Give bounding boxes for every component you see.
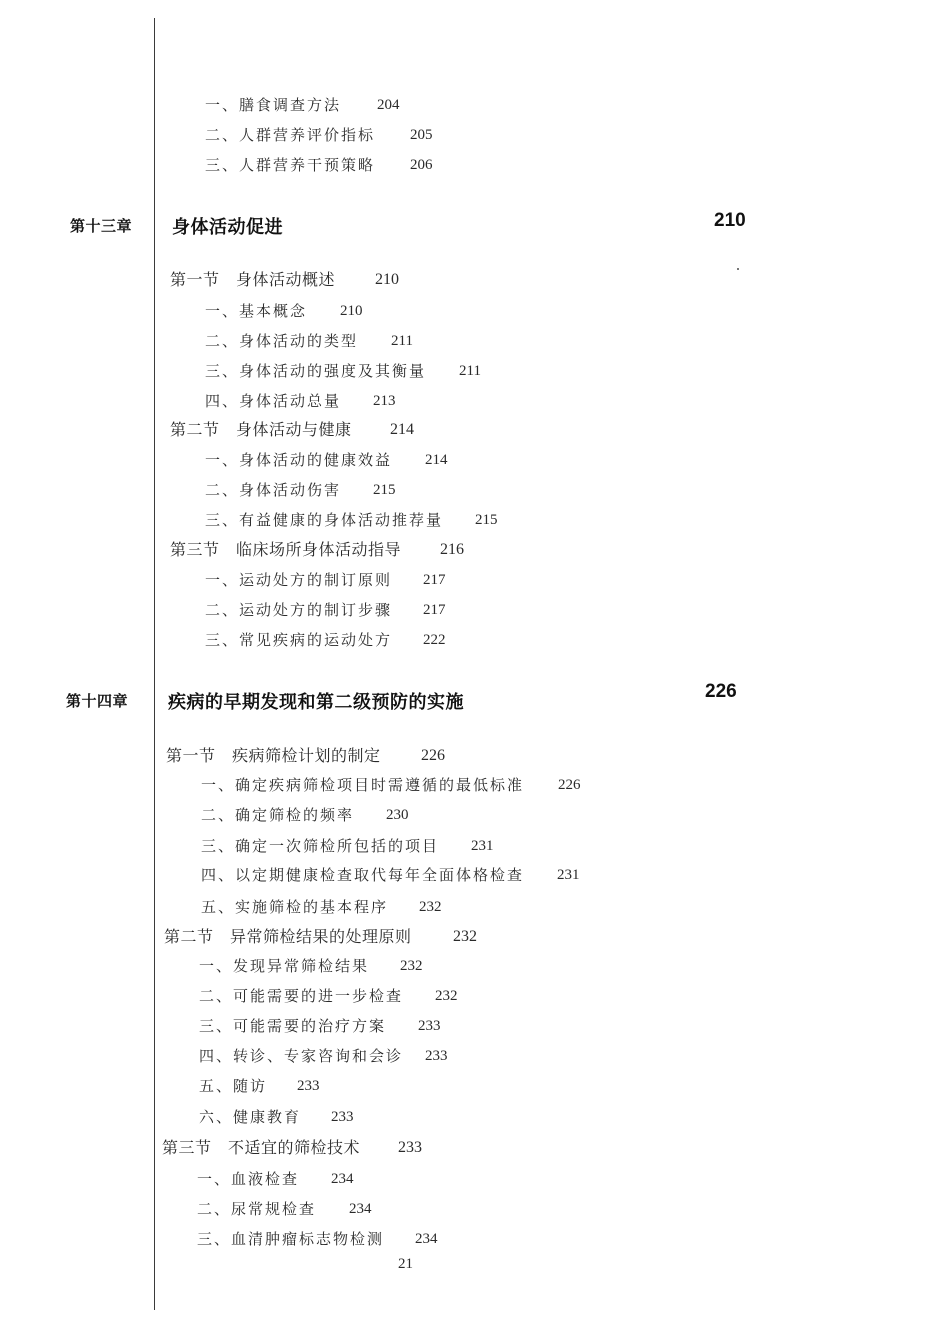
toc-item[interactable]: 一、确定疾病筛检项目时需遵循的最低标准 226 [201,776,581,794]
toc-item[interactable]: 三、身体活动的强度及其衡量 211 [205,362,481,380]
toc-item[interactable]: 一、发现异常筛检结果 232 [199,957,423,975]
chapter-label: 第十三章 [70,217,133,235]
toc-item[interactable]: 二、身体活动伤害 215 [205,481,396,499]
chapter-page: 226 [705,681,737,702]
toc-item[interactable]: 六、健康教育 233 [199,1108,354,1126]
toc-item[interactable]: 四、转诊、专家咨询和会诊 233 [199,1047,448,1065]
toc-section[interactable]: 第二节 异常筛检结果的处理原则 232 [164,927,477,946]
page-number: 21 [398,1256,413,1272]
toc-item[interactable]: 一、血液检查 234 [197,1170,354,1188]
chapter-title[interactable]: 身体活动促进 [172,217,283,238]
toc-section[interactable]: 第三节 临床场所身体活动指导 216 [170,540,464,559]
toc-item[interactable]: 二、确定筛检的频率 230 [201,806,409,824]
toc-item[interactable]: 二、尿常规检查 234 [197,1200,372,1218]
toc-item[interactable]: 二、运动处方的制订步骤 217 [205,601,446,619]
chapter-label: 第十四章 [66,692,129,710]
toc-item[interactable]: 三、有益健康的身体活动推荐量 215 [205,511,498,529]
toc-section[interactable]: 第一节 身体活动概述 210 [170,270,399,289]
toc-item[interactable]: 五、随访 233 [199,1077,320,1095]
toc-item[interactable]: 五、实施筛检的基本程序 232 [201,898,442,916]
toc-section[interactable]: 第三节 不适宜的筛检技术 233 [162,1138,422,1157]
toc-item[interactable]: 一、身体活动的健康效益 214 [205,451,448,469]
toc-section[interactable]: 第一节 疾病筛检计划的制定 226 [166,746,445,765]
toc-item[interactable]: 一、膳食调查方法 204 [205,96,400,114]
toc-item[interactable]: 三、确定一次筛检所包括的项目 231 [201,837,494,855]
toc-section[interactable]: 第二节 身体活动与健康 214 [170,420,414,439]
chapter-page: 210 [714,210,746,231]
toc-item[interactable]: 三、常见疾病的运动处方 222 [205,631,446,649]
toc-item[interactable]: 二、身体活动的类型 211 [205,332,413,350]
scan-speck [737,268,739,270]
toc-item[interactable]: 三、人群营养干预策略 206 [205,156,433,174]
toc-item[interactable]: 四、以定期健康检查取代每年全面体格检查 231 [201,866,580,884]
toc-item[interactable]: 二、人群营养评价指标 205 [205,126,433,144]
vertical-rule [154,18,155,1310]
toc-item[interactable]: 三、血清肿瘤标志物检测 234 [197,1230,438,1248]
chapter-title[interactable]: 疾病的早期发现和第二级预防的实施 [168,692,464,713]
toc-item[interactable]: 四、身体活动总量 213 [205,392,396,410]
toc-item[interactable]: 一、运动处方的制订原则 217 [205,571,446,589]
toc-item[interactable]: 三、可能需要的治疗方案 233 [199,1017,441,1035]
toc-item[interactable]: 一、基本概念 210 [205,302,363,320]
toc-item[interactable]: 二、可能需要的进一步检查 232 [199,987,458,1005]
